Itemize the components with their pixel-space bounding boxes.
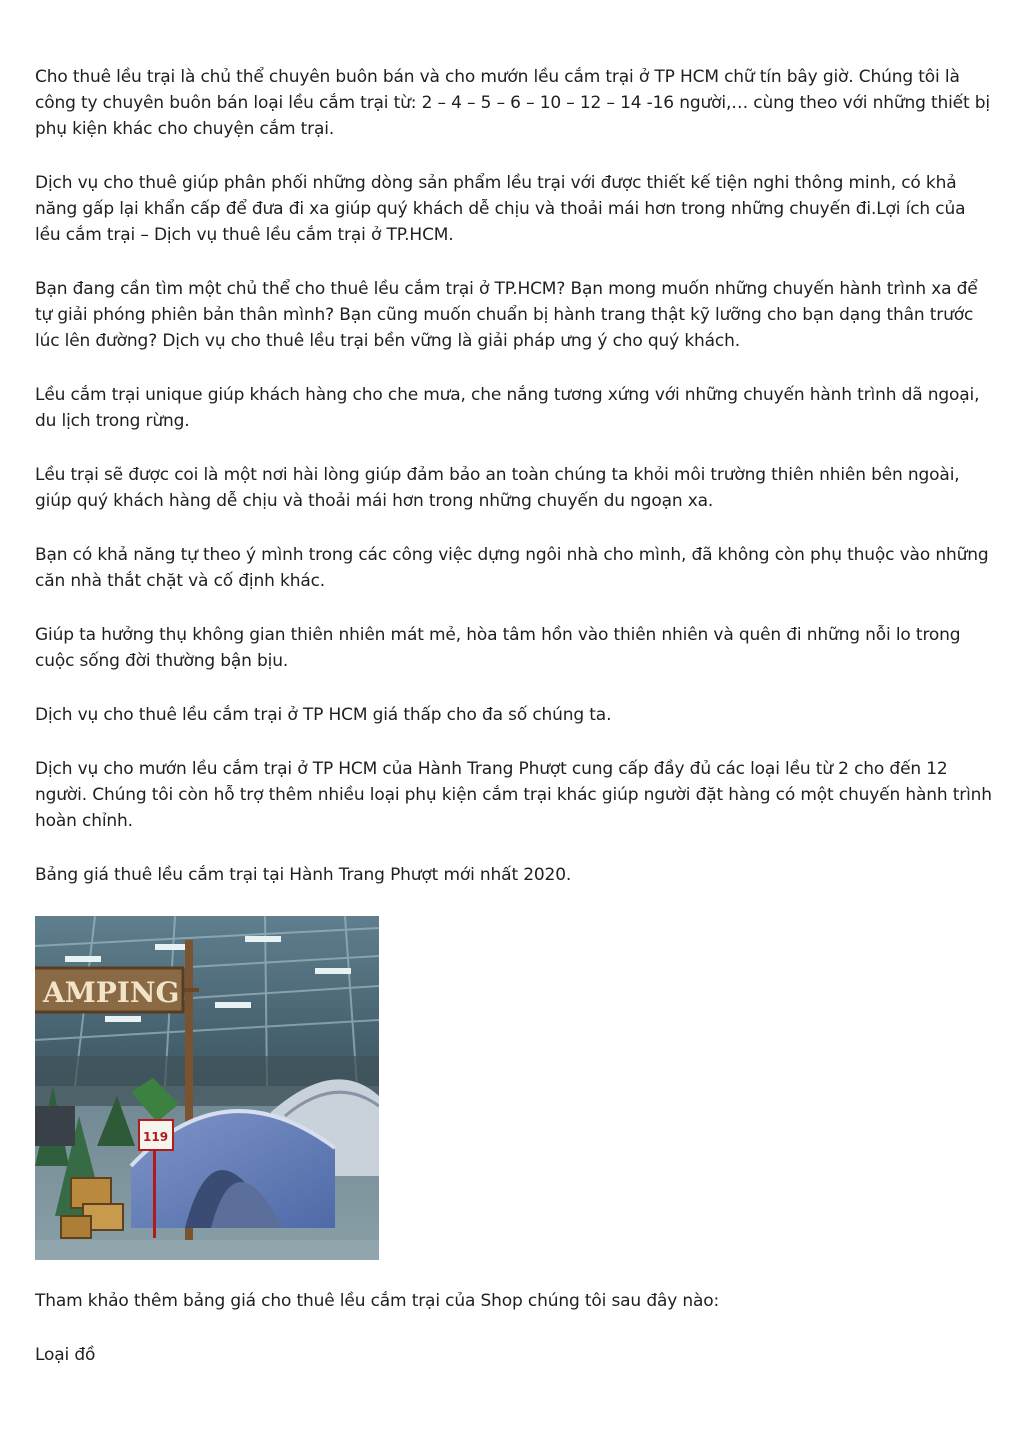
paragraph: Lều cắm trại unique giúp khách hàng cho che mưa, che nắng tương xứng với những chuyến hành trình dã ngoại, du lịch trong rừng. (35, 385, 980, 431)
paragraph: Tham khảo thêm bảng giá cho thuê lều cắm trại của Shop chúng tôi sau đây nào: (35, 1291, 720, 1311)
price-tag-text: 119 (143, 1130, 169, 1144)
paragraph: Dịch vụ cho mướn lều cắm trại ở TP HCM của Hành Trang Phượt cung cấp đầy đủ các loại lều từ 2 cho đến 12 người. Chúng tôi còn hỗ trợ thêm nhiều loại phụ kiện cắm trại khác giúp người đặt hàng có một chuyến hành trình hoàn chỉnh. (35, 759, 992, 831)
paragraph: Cho thuê lều trại là chủ thể chuyên buôn bán và cho mướn lều cắm trại ở TP HCM chữ tín bây giờ. Chúng tôi là công ty chuyên buôn bán loại lều cắm trại từ: 2 – 4 – 5 – 6 – 10 – 12 – 14 -16 người,… cùng theo với những thiết bị phụ kiện khác cho chuyện cắm trại. (35, 67, 990, 139)
paragraph: Loại đồ (35, 1345, 96, 1365)
paragraph: Bạn đang cần tìm một chủ thể cho thuê lều cắm trại ở TP.HCM? Bạn mong muốn những chuyến hành trình xa để tự giải phóng phiên bản thân mình? Bạn cũng muốn chuẩn bị hành trang thật kỹ lưỡng cho bạn dạng thân trước lúc lên đường? Dịch vụ cho thuê lều trại bền vững là giải pháp ưng ý cho quý khách. (35, 279, 978, 351)
document-body (35, 64, 995, 1396)
paragraph: Dịch vụ cho thuê giúp phân phối những dòng sản phẩm lều trại với được thiết kế tiện nghi thông minh, có khả năng gấp lại khẩn cấp để đưa đi xa giúp quý khách dễ chịu và thoải mái hơn trong những chuyến đi.Lợi ích của lều cắm trại – Dịch vụ thuê lều cắm trại ở TP.HCM. (35, 173, 966, 245)
paragraph: Bảng giá thuê lều cắm trại tại Hành Trang Phượt mới nhất 2020. (35, 865, 572, 885)
paragraph: Dịch vụ cho thuê lều cắm trại ở TP HCM giá thấp cho đa số chúng ta. (35, 705, 612, 725)
paragraph: Lều trại sẽ được coi là một nơi hài lòng giúp đảm bảo an toàn chúng ta khỏi môi trường thiên nhiên bên ngoài, giúp quý khách hàng dễ chịu và thoải mái hơn trong những chuyến du ngoạn xa. (35, 465, 960, 511)
sign-text: AMPING (43, 976, 180, 1009)
camping-tent-photo (35, 916, 379, 1260)
paragraph: Giúp ta hưởng thụ không gian thiên nhiên mát mẻ, hòa tâm hồn vào thiên nhiên và quên đi những nỗi lo trong cuộc sống đời thường bận bịu. (35, 625, 961, 671)
paragraph: Bạn có khả năng tự theo ý mình trong các công việc dựng ngôi nhà cho mình, đã không còn phụ thuộc vào những căn nhà thắt chặt và cố định khác. (35, 545, 989, 591)
